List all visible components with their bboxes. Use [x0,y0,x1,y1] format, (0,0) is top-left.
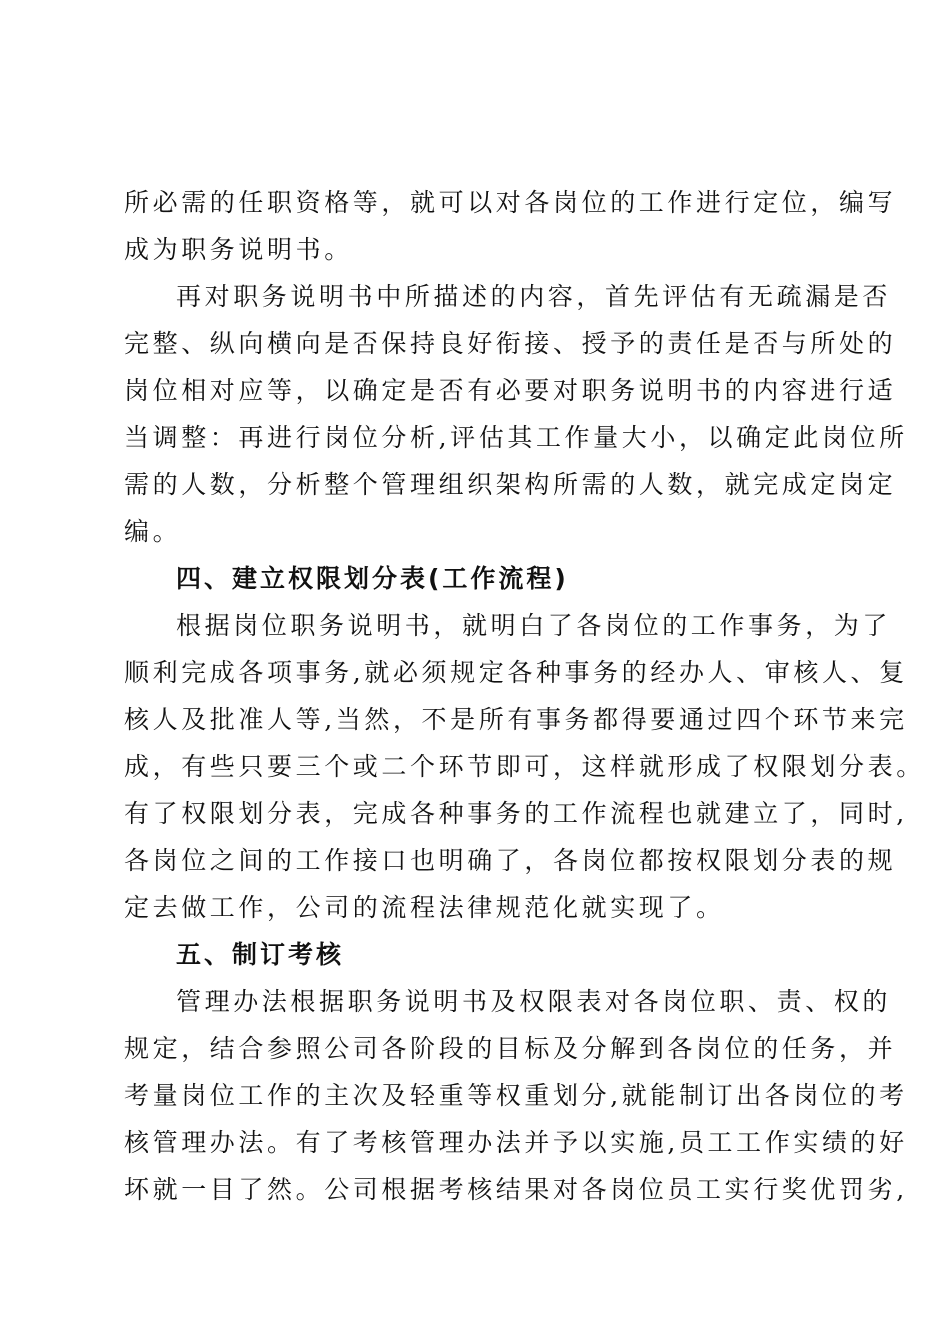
text-line: 有了权限划分表，完成各种事务的工作流程也就建立了，同时, [124,799,908,828]
text-line: 完整、纵向横向是否保持良好衔接、授予的责任是否与所处的 [124,329,897,358]
text-line: 各岗位之间的工作接口也明确了，各岗位都按权限划分表的规 [124,846,897,875]
text-line: 核管理办法。有了考核管理办法并予以实施,员工工作实绩的好 [124,1128,908,1157]
text-line: 成，有些只要三个或二个环节即可，这样就形成了权限划分表。 [124,752,925,781]
text-line: 需的人数，分析整个管理组织架构所需的人数，就完成定岗定 [124,470,897,499]
text-line: 岗位相对应等，以确定是否有必要对职务说明书的内容进行适 [124,376,897,405]
section-heading: 四、建立权限划分表(工作流程) [176,564,569,593]
text-line: 再对职务说明书中所描述的内容，首先评估有无疏漏是否 [176,282,892,311]
text-line: 所必需的任职资格等，就可以对各岗位的工作进行定位，编写 [124,188,897,217]
text-line: 管理办法根据职务说明书及权限表对各岗位职、责、权的 [176,987,892,1016]
text-line: 考量岗位工作的主次及轻重等权重划分,就能制订出各岗位的考 [124,1081,908,1110]
document-body [124,179,925,1213]
text-line: 坏就一目了然。公司根据考核结果对各岗位员工实行奖优罚劣, [124,1175,908,1204]
text-line: 定去做工作，公司的流程法律规范化就实现了。 [124,893,725,922]
text-line: 顺利完成各项事务,就必须规定各种事务的经办人、审核人、复 [124,658,908,687]
text-line: 规定，结合参照公司各阶段的目标及分解到各岗位的任务，并 [124,1034,897,1063]
text-line: 成为职务说明书。 [124,235,353,264]
text-line: 根据岗位职务说明书，就明白了各岗位的工作事务，为了 [176,611,892,640]
text-line: 当调整：再进行岗位分析,评估其工作量大小，以确定此岗位所 [124,423,908,452]
text-line: 核人及批准人等,当然，不是所有事务都得要通过四个环节来完 [124,705,908,734]
text-line: 编。 [124,517,182,546]
section-heading: 五、制订考核 [176,940,345,969]
